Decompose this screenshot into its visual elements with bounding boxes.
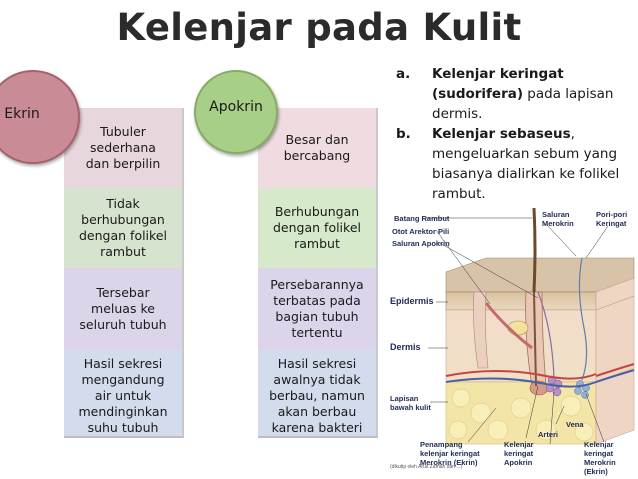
ekrin-row-line: mendinginkan	[78, 404, 168, 419]
ekrin-row-4	[64, 350, 184, 438]
ekrin-row-line: Tubuler	[100, 124, 146, 139]
apokrin-column	[258, 108, 378, 438]
apokrin-row-4	[258, 350, 378, 438]
label-kelenjar-merokrin: Kelenjar keringat Merokrin (Ekrin)	[584, 440, 616, 476]
label-epidermis: Epidermis	[390, 296, 434, 306]
label-saluran-apokrin: Saluran Apokrin	[392, 239, 450, 248]
ekrin-row-1	[64, 108, 184, 188]
notes-list	[396, 64, 636, 204]
apokrin-row-text	[269, 356, 365, 436]
ekrin-row-2	[64, 188, 184, 268]
apokrin-row-line: rambut	[294, 236, 340, 251]
ekrin-row-line: Hasil sekresi	[83, 356, 163, 371]
apokrin-row-line: Hasil sekresi	[277, 356, 357, 371]
note-text	[432, 124, 632, 204]
apokrin-circle	[194, 70, 278, 154]
apokrin-row-2	[258, 188, 378, 268]
note-marker: a.	[396, 66, 411, 82]
label-penampang: Penampang kelenjar keringat Merokrin (Ekrin)	[420, 440, 480, 467]
ekrin-row-line: meluas ke	[91, 301, 155, 316]
ekrin-row-line: Tidak	[106, 196, 140, 211]
apokrin-row-line: bercabang	[283, 148, 351, 163]
apokrin-row-3	[258, 268, 378, 350]
apokrin-row-line: Berhubungan	[274, 204, 360, 219]
label-saluran-merokrin: Saluran Merokrin	[542, 210, 574, 228]
label-pori: Pori-pori Keringat	[596, 210, 628, 228]
label-batang-rambut: Batang Rambut	[394, 214, 450, 223]
note-rest: pada lapisan dermis.	[432, 86, 614, 122]
apokrin-row-line: awalnya tidak	[273, 372, 361, 387]
label-dermis: Dermis	[390, 342, 421, 352]
apokrin-row-line: tertentu	[291, 325, 343, 340]
label-lapisan: Lapisan bawah kulit	[390, 394, 431, 412]
apokrin-row-text	[273, 204, 361, 252]
apokrin-row-line: bagian tubuh	[275, 309, 359, 324]
ekrin-row-line: seluruh tubuh	[79, 317, 167, 332]
ekrin-row-line: rambut	[100, 244, 146, 259]
skin-illustration	[386, 208, 636, 474]
note-bold: Kelenjar keringat (sudorifera)	[432, 66, 564, 102]
label-vena: Vena	[566, 420, 584, 429]
apokrin-row-text	[284, 132, 350, 164]
note-bold: Kelenjar sebaseus	[432, 126, 571, 142]
ekrin-row-line: air untuk	[94, 388, 152, 403]
ekrin-column	[64, 108, 184, 438]
apokrin-label: Apokrin	[209, 99, 263, 115]
ekrin-label: Ekrin	[4, 106, 40, 122]
note-item	[396, 64, 636, 124]
note-rest: , mengeluarkan sebum yang biasanya dialirkan ke folikel rambut.	[432, 126, 620, 202]
apokrin-row-text	[270, 277, 363, 341]
ekrin-row-line: sederhana	[90, 140, 156, 155]
ekrin-row-line: dengan folikel	[79, 228, 167, 243]
image-credit: (dikutip oleh Arus Zaman dari ...)	[390, 464, 463, 470]
apokrin-row-line: Besar dan	[285, 132, 349, 147]
ekrin-row-line: suhu tubuh	[87, 420, 159, 435]
ekrin-row-line: mengandung	[81, 372, 165, 387]
note-marker: b.	[396, 126, 411, 142]
ekrin-row-line: Tersebar	[96, 285, 150, 300]
ekrin-row-line: dan berpilin	[85, 156, 161, 171]
apokrin-row-line: terbatas pada	[273, 293, 361, 308]
ekrin-row-text	[78, 356, 167, 436]
label-arteri: Arteri	[538, 430, 559, 439]
ekrin-row-text	[79, 196, 167, 260]
ekrin-row-3	[64, 268, 184, 350]
page-title: Kelenjar pada Kulit	[116, 6, 522, 49]
apokrin-row-line: berbau, namun	[269, 388, 365, 403]
ekrin-row-text	[79, 285, 166, 333]
label-kelenjar-apokrin: Kelenjar keringat Apokrin	[504, 440, 534, 467]
note-item	[396, 124, 636, 204]
apokrin-row-line: karena bakteri	[271, 420, 363, 435]
note-text	[432, 64, 632, 124]
apokrin-row-line: akan berbau	[277, 404, 357, 419]
apokrin-row-line: Persebarannya	[270, 277, 364, 292]
label-otot: Otot Arektor Pili	[392, 227, 450, 236]
ekrin-row-text	[86, 124, 161, 172]
ekrin-row-line: berhubungan	[81, 212, 165, 227]
apokrin-row-line: dengan folikel	[273, 220, 361, 235]
